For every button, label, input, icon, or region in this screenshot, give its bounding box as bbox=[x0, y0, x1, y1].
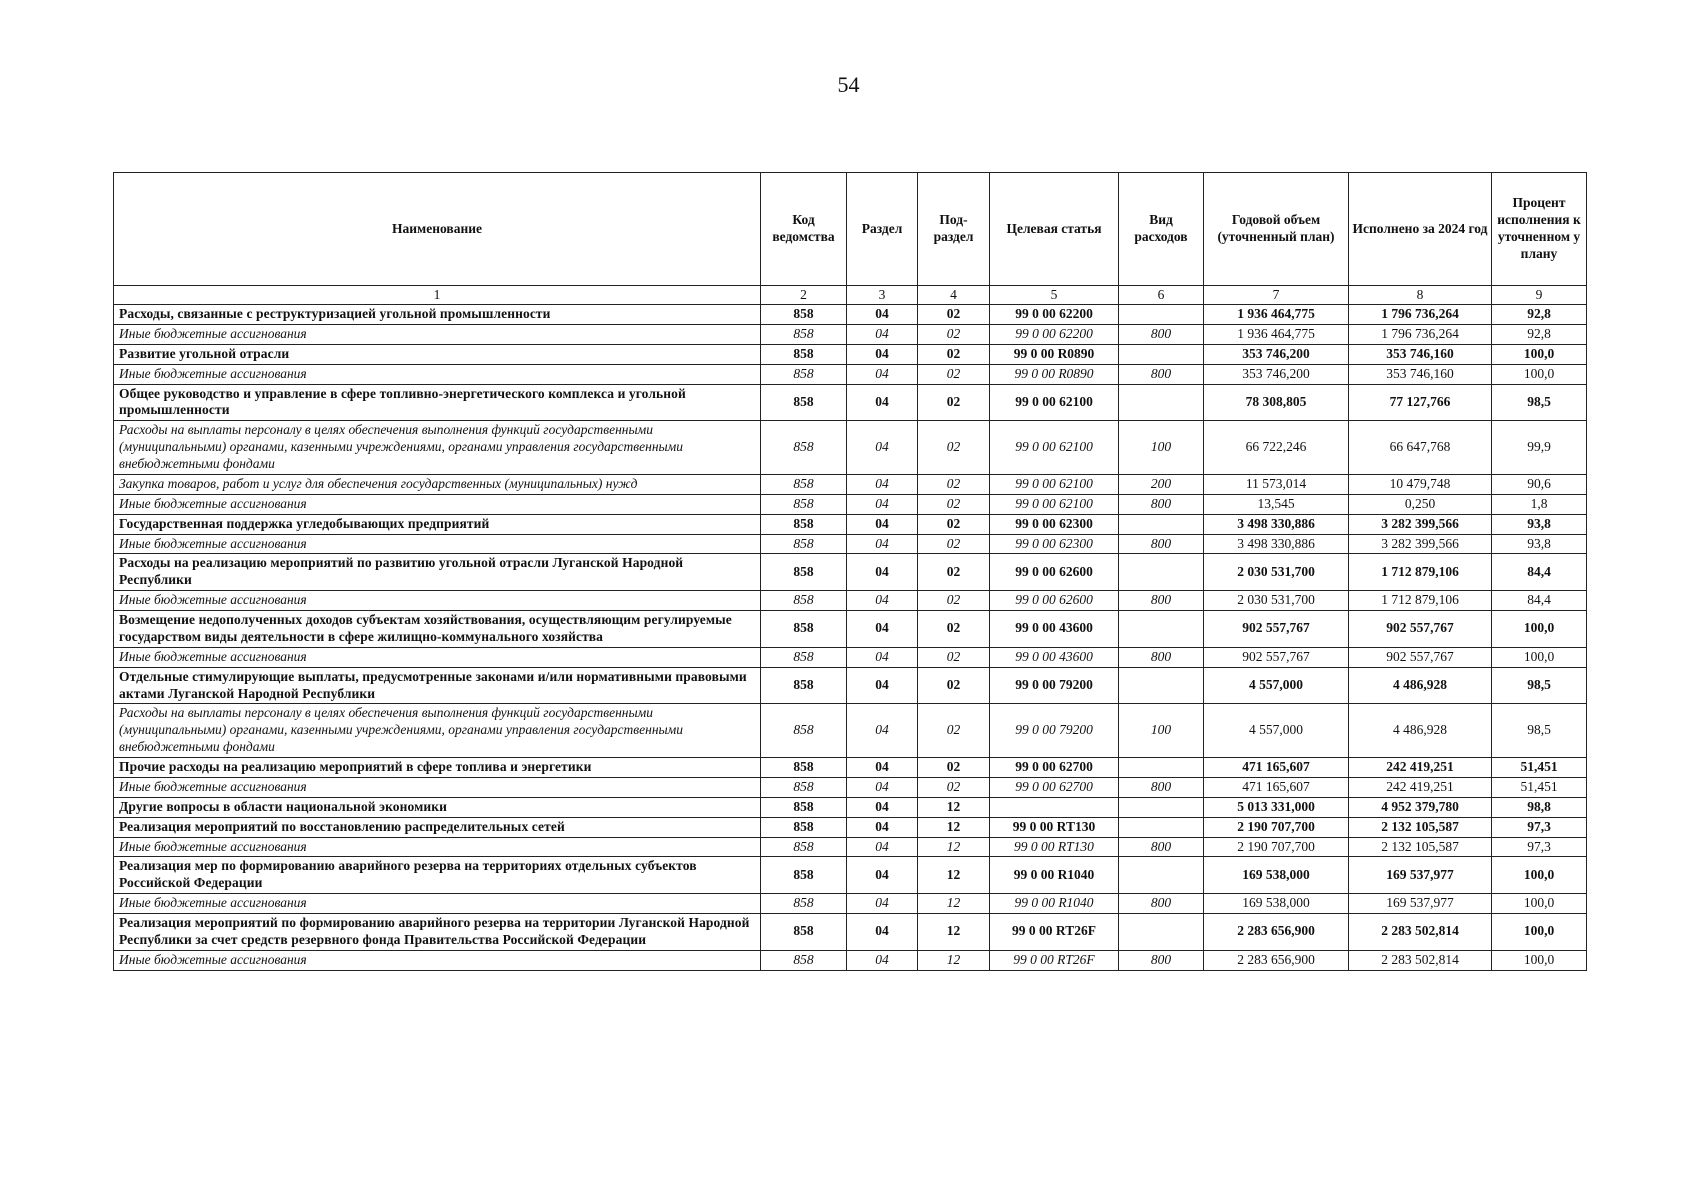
cell-subsection: 02 bbox=[918, 777, 990, 797]
cell-target: 99 0 00 62300 bbox=[990, 514, 1119, 534]
cell-plan: 3 498 330,886 bbox=[1204, 534, 1349, 554]
cell-percent: 93,8 bbox=[1492, 534, 1587, 554]
column-number: 7 bbox=[1204, 286, 1349, 305]
cell-executed: 353 746,160 bbox=[1349, 364, 1492, 384]
cell-name: Иные бюджетные ассигнования bbox=[114, 950, 761, 970]
cell-plan: 2 030 531,700 bbox=[1204, 591, 1349, 611]
cell-section: 04 bbox=[847, 667, 918, 704]
cell-target: 99 0 00 62100 bbox=[990, 474, 1119, 494]
cell-executed: 2 283 502,814 bbox=[1349, 914, 1492, 951]
cell-section: 04 bbox=[847, 857, 918, 894]
cell-executed: 2 132 105,587 bbox=[1349, 817, 1492, 837]
cell-name: Закупка товаров, работ и услуг для обеспечения государственных (муниципальных) нужд bbox=[114, 474, 761, 494]
cell-name: Иные бюджетные ассигнования bbox=[114, 591, 761, 611]
column-number: 9 bbox=[1492, 286, 1587, 305]
cell-plan: 169 538,000 bbox=[1204, 894, 1349, 914]
cell-name: Другие вопросы в области национальной экономики bbox=[114, 797, 761, 817]
cell-percent: 98,8 bbox=[1492, 797, 1587, 817]
table-row bbox=[114, 384, 1587, 421]
cell-subsection: 12 bbox=[918, 914, 990, 951]
cell-code: 858 bbox=[761, 514, 847, 534]
cell-executed: 3 282 399,566 bbox=[1349, 534, 1492, 554]
cell-section: 04 bbox=[847, 797, 918, 817]
cell-percent: 98,5 bbox=[1492, 704, 1587, 758]
column-number: 8 bbox=[1349, 286, 1492, 305]
cell-target: 99 0 00 62200 bbox=[990, 324, 1119, 344]
header-code: Код ведомства bbox=[761, 173, 847, 286]
cell-target: 99 0 00 RT130 bbox=[990, 817, 1119, 837]
cell-percent: 92,8 bbox=[1492, 305, 1587, 325]
cell-target: 99 0 00 43600 bbox=[990, 611, 1119, 648]
table-body bbox=[114, 305, 1587, 971]
cell-code: 858 bbox=[761, 474, 847, 494]
cell-plan: 5 013 331,000 bbox=[1204, 797, 1349, 817]
column-number: 1 bbox=[114, 286, 761, 305]
cell-plan: 902 557,767 bbox=[1204, 647, 1349, 667]
table-row bbox=[114, 817, 1587, 837]
cell-plan: 2 030 531,700 bbox=[1204, 554, 1349, 591]
cell-section: 04 bbox=[847, 474, 918, 494]
cell-plan: 1 936 464,775 bbox=[1204, 305, 1349, 325]
cell-percent: 100,0 bbox=[1492, 344, 1587, 364]
cell-code: 858 bbox=[761, 305, 847, 325]
cell-target: 99 0 00 79200 bbox=[990, 704, 1119, 758]
cell-target: 99 0 00 62100 bbox=[990, 494, 1119, 514]
cell-executed: 1 712 879,106 bbox=[1349, 554, 1492, 591]
cell-exp-type bbox=[1119, 817, 1204, 837]
cell-plan: 4 557,000 bbox=[1204, 667, 1349, 704]
cell-section: 04 bbox=[847, 384, 918, 421]
cell-name: Расходы на выплаты персоналу в целях обеспечения выполнения функций государственными (муниципальными) органами, казенными учреждениями, органами управления государственными внебюджетными фондами bbox=[114, 704, 761, 758]
header-target: Целевая статья bbox=[990, 173, 1119, 286]
cell-target: 99 0 00 62300 bbox=[990, 534, 1119, 554]
cell-executed: 3 282 399,566 bbox=[1349, 514, 1492, 534]
cell-percent: 100,0 bbox=[1492, 647, 1587, 667]
cell-section: 04 bbox=[847, 324, 918, 344]
header-executed: Исполнено за 2024 год bbox=[1349, 173, 1492, 286]
cell-name: Развитие угольной отрасли bbox=[114, 344, 761, 364]
header-plan: Годовой объем (уточненный план) bbox=[1204, 173, 1349, 286]
cell-exp-type: 800 bbox=[1119, 534, 1204, 554]
table-row bbox=[114, 474, 1587, 494]
cell-exp-type: 800 bbox=[1119, 777, 1204, 797]
cell-exp-type bbox=[1119, 914, 1204, 951]
cell-exp-type bbox=[1119, 305, 1204, 325]
cell-executed: 2 132 105,587 bbox=[1349, 837, 1492, 857]
cell-plan: 353 746,200 bbox=[1204, 344, 1349, 364]
cell-section: 04 bbox=[847, 305, 918, 325]
cell-exp-type: 800 bbox=[1119, 894, 1204, 914]
header-name: Наименование bbox=[114, 173, 761, 286]
cell-name: Иные бюджетные ассигнования bbox=[114, 837, 761, 857]
table-row bbox=[114, 667, 1587, 704]
cell-subsection: 02 bbox=[918, 494, 990, 514]
cell-percent: 100,0 bbox=[1492, 950, 1587, 970]
cell-subsection: 12 bbox=[918, 894, 990, 914]
table-row bbox=[114, 647, 1587, 667]
cell-exp-type bbox=[1119, 797, 1204, 817]
cell-subsection: 02 bbox=[918, 364, 990, 384]
header-row bbox=[114, 173, 1587, 286]
cell-subsection: 02 bbox=[918, 591, 990, 611]
cell-code: 858 bbox=[761, 837, 847, 857]
cell-subsection: 12 bbox=[918, 797, 990, 817]
cell-section: 04 bbox=[847, 894, 918, 914]
cell-name: Реализация мероприятий по восстановлению распределительных сетей bbox=[114, 817, 761, 837]
cell-percent: 51,451 bbox=[1492, 777, 1587, 797]
cell-subsection: 12 bbox=[918, 817, 990, 837]
cell-subsection: 02 bbox=[918, 384, 990, 421]
cell-plan: 2 283 656,900 bbox=[1204, 950, 1349, 970]
cell-plan: 2 190 707,700 bbox=[1204, 837, 1349, 857]
cell-target: 99 0 00 62100 bbox=[990, 421, 1119, 475]
cell-percent: 98,5 bbox=[1492, 384, 1587, 421]
cell-section: 04 bbox=[847, 704, 918, 758]
table-row bbox=[114, 950, 1587, 970]
cell-name: Реализация мероприятий по формированию аварийного резерва на территории Луганской Народной Республики за счет средств резервного фонда Правительства Российской Федерации bbox=[114, 914, 761, 951]
cell-exp-type: 800 bbox=[1119, 950, 1204, 970]
cell-section: 04 bbox=[847, 950, 918, 970]
cell-code: 858 bbox=[761, 758, 847, 778]
cell-subsection: 02 bbox=[918, 344, 990, 364]
cell-executed: 902 557,767 bbox=[1349, 647, 1492, 667]
cell-executed: 77 127,766 bbox=[1349, 384, 1492, 421]
cell-target: 99 0 00 62600 bbox=[990, 591, 1119, 611]
table-row bbox=[114, 494, 1587, 514]
cell-subsection: 02 bbox=[918, 305, 990, 325]
cell-section: 04 bbox=[847, 554, 918, 591]
table-row bbox=[114, 894, 1587, 914]
cell-plan: 353 746,200 bbox=[1204, 364, 1349, 384]
cell-subsection: 02 bbox=[918, 758, 990, 778]
cell-section: 04 bbox=[847, 591, 918, 611]
cell-exp-type: 100 bbox=[1119, 421, 1204, 475]
cell-section: 04 bbox=[847, 758, 918, 778]
table-row bbox=[114, 344, 1587, 364]
cell-percent: 84,4 bbox=[1492, 554, 1587, 591]
cell-code: 858 bbox=[761, 344, 847, 364]
table-row bbox=[114, 305, 1587, 325]
cell-percent: 100,0 bbox=[1492, 894, 1587, 914]
cell-name: Иные бюджетные ассигнования bbox=[114, 647, 761, 667]
cell-subsection: 02 bbox=[918, 554, 990, 591]
cell-exp-type: 800 bbox=[1119, 837, 1204, 857]
cell-name: Иные бюджетные ассигнования bbox=[114, 894, 761, 914]
cell-section: 04 bbox=[847, 344, 918, 364]
header-percent: Процент исполнения к уточненном у плану bbox=[1492, 173, 1587, 286]
cell-target: 99 0 00 62100 bbox=[990, 384, 1119, 421]
cell-percent: 98,5 bbox=[1492, 667, 1587, 704]
cell-code: 858 bbox=[761, 914, 847, 951]
cell-section: 04 bbox=[847, 914, 918, 951]
cell-subsection: 02 bbox=[918, 667, 990, 704]
cell-name: Иные бюджетные ассигнования bbox=[114, 777, 761, 797]
cell-code: 858 bbox=[761, 494, 847, 514]
cell-executed: 1 796 736,264 bbox=[1349, 324, 1492, 344]
cell-percent: 99,9 bbox=[1492, 421, 1587, 475]
cell-subsection: 12 bbox=[918, 857, 990, 894]
cell-name: Иные бюджетные ассигнования bbox=[114, 534, 761, 554]
column-number: 6 bbox=[1119, 286, 1204, 305]
cell-section: 04 bbox=[847, 494, 918, 514]
cell-code: 858 bbox=[761, 611, 847, 648]
cell-exp-type bbox=[1119, 554, 1204, 591]
column-number: 3 bbox=[847, 286, 918, 305]
cell-executed: 242 419,251 bbox=[1349, 758, 1492, 778]
cell-exp-type bbox=[1119, 667, 1204, 704]
cell-section: 04 bbox=[847, 534, 918, 554]
cell-code: 858 bbox=[761, 797, 847, 817]
table-row bbox=[114, 777, 1587, 797]
cell-target: 99 0 00 RT26F bbox=[990, 914, 1119, 951]
table-row bbox=[114, 421, 1587, 475]
cell-name: Расходы на реализацию мероприятий по развитию угольной отрасли Луганской Народной Республики bbox=[114, 554, 761, 591]
cell-percent: 90,6 bbox=[1492, 474, 1587, 494]
cell-subsection: 02 bbox=[918, 421, 990, 475]
cell-name: Общее руководство и управление в сфере топливно-энергетического комплекса и угольной промышленности bbox=[114, 384, 761, 421]
cell-exp-type bbox=[1119, 384, 1204, 421]
cell-executed: 4 486,928 bbox=[1349, 667, 1492, 704]
budget-table bbox=[113, 172, 1587, 971]
cell-section: 04 bbox=[847, 817, 918, 837]
cell-subsection: 02 bbox=[918, 704, 990, 758]
cell-target: 99 0 00 RT130 bbox=[990, 837, 1119, 857]
cell-exp-type: 100 bbox=[1119, 704, 1204, 758]
table-row bbox=[114, 324, 1587, 344]
cell-section: 04 bbox=[847, 364, 918, 384]
cell-section: 04 bbox=[847, 647, 918, 667]
cell-subsection: 02 bbox=[918, 534, 990, 554]
cell-exp-type: 800 bbox=[1119, 364, 1204, 384]
cell-target: 99 0 00 79200 bbox=[990, 667, 1119, 704]
cell-plan: 471 165,607 bbox=[1204, 777, 1349, 797]
cell-exp-type: 200 bbox=[1119, 474, 1204, 494]
table-row bbox=[114, 364, 1587, 384]
cell-name: Иные бюджетные ассигнования bbox=[114, 494, 761, 514]
cell-executed: 4 486,928 bbox=[1349, 704, 1492, 758]
cell-percent: 100,0 bbox=[1492, 364, 1587, 384]
cell-percent: 51,451 bbox=[1492, 758, 1587, 778]
cell-exp-type: 800 bbox=[1119, 494, 1204, 514]
column-number: 4 bbox=[918, 286, 990, 305]
cell-name: Расходы, связанные с реструктуризацией угольной промышленности bbox=[114, 305, 761, 325]
header-subsection: Под-раздел bbox=[918, 173, 990, 286]
cell-executed: 353 746,160 bbox=[1349, 344, 1492, 364]
cell-section: 04 bbox=[847, 611, 918, 648]
cell-subsection: 02 bbox=[918, 647, 990, 667]
cell-percent: 100,0 bbox=[1492, 914, 1587, 951]
table-row bbox=[114, 554, 1587, 591]
cell-code: 858 bbox=[761, 667, 847, 704]
cell-name: Иные бюджетные ассигнования bbox=[114, 324, 761, 344]
cell-code: 858 bbox=[761, 647, 847, 667]
cell-plan: 4 557,000 bbox=[1204, 704, 1349, 758]
table-row bbox=[114, 914, 1587, 951]
cell-target: 99 0 00 R0890 bbox=[990, 364, 1119, 384]
cell-section: 04 bbox=[847, 421, 918, 475]
cell-exp-type: 800 bbox=[1119, 647, 1204, 667]
cell-target: 99 0 00 R1040 bbox=[990, 894, 1119, 914]
cell-subsection: 02 bbox=[918, 514, 990, 534]
cell-subsection: 12 bbox=[918, 837, 990, 857]
cell-plan: 11 573,014 bbox=[1204, 474, 1349, 494]
column-number-row bbox=[114, 286, 1587, 305]
cell-exp-type: 800 bbox=[1119, 591, 1204, 611]
cell-subsection: 12 bbox=[918, 950, 990, 970]
header-section: Раздел bbox=[847, 173, 918, 286]
cell-code: 858 bbox=[761, 364, 847, 384]
cell-executed: 169 537,977 bbox=[1349, 894, 1492, 914]
cell-plan: 13,545 bbox=[1204, 494, 1349, 514]
cell-target: 99 0 00 R0890 bbox=[990, 344, 1119, 364]
cell-percent: 93,8 bbox=[1492, 514, 1587, 534]
cell-percent: 100,0 bbox=[1492, 857, 1587, 894]
cell-name: Прочие расходы на реализацию мероприятий в сфере топлива и энергетики bbox=[114, 758, 761, 778]
cell-target: 99 0 00 62600 bbox=[990, 554, 1119, 591]
cell-section: 04 bbox=[847, 837, 918, 857]
cell-code: 858 bbox=[761, 777, 847, 797]
cell-exp-type: 800 bbox=[1119, 324, 1204, 344]
header-exp-type: Вид расходов bbox=[1119, 173, 1204, 286]
table-row bbox=[114, 591, 1587, 611]
table-row bbox=[114, 611, 1587, 648]
cell-executed: 1 712 879,106 bbox=[1349, 591, 1492, 611]
cell-subsection: 02 bbox=[918, 611, 990, 648]
column-number: 5 bbox=[990, 286, 1119, 305]
table-row bbox=[114, 514, 1587, 534]
cell-percent: 97,3 bbox=[1492, 837, 1587, 857]
cell-subsection: 02 bbox=[918, 474, 990, 494]
table-row bbox=[114, 534, 1587, 554]
cell-plan: 471 165,607 bbox=[1204, 758, 1349, 778]
cell-target: 99 0 00 R1040 bbox=[990, 857, 1119, 894]
cell-percent: 100,0 bbox=[1492, 611, 1587, 648]
cell-code: 858 bbox=[761, 421, 847, 475]
cell-name: Государственная поддержка угледобывающих предприятий bbox=[114, 514, 761, 534]
cell-code: 858 bbox=[761, 857, 847, 894]
cell-section: 04 bbox=[847, 514, 918, 534]
cell-target: 99 0 00 43600 bbox=[990, 647, 1119, 667]
cell-plan: 902 557,767 bbox=[1204, 611, 1349, 648]
cell-executed: 2 283 502,814 bbox=[1349, 950, 1492, 970]
cell-section: 04 bbox=[847, 777, 918, 797]
cell-subsection: 02 bbox=[918, 324, 990, 344]
cell-plan: 78 308,805 bbox=[1204, 384, 1349, 421]
cell-name: Иные бюджетные ассигнования bbox=[114, 364, 761, 384]
cell-exp-type bbox=[1119, 344, 1204, 364]
table-row bbox=[114, 758, 1587, 778]
cell-plan: 2 283 656,900 bbox=[1204, 914, 1349, 951]
cell-executed: 902 557,767 bbox=[1349, 611, 1492, 648]
cell-executed: 66 647,768 bbox=[1349, 421, 1492, 475]
cell-code: 858 bbox=[761, 324, 847, 344]
cell-executed: 1 796 736,264 bbox=[1349, 305, 1492, 325]
table-row bbox=[114, 857, 1587, 894]
cell-exp-type bbox=[1119, 857, 1204, 894]
cell-code: 858 bbox=[761, 534, 847, 554]
cell-plan: 66 722,246 bbox=[1204, 421, 1349, 475]
cell-code: 858 bbox=[761, 950, 847, 970]
cell-executed: 4 952 379,780 bbox=[1349, 797, 1492, 817]
cell-target: 99 0 00 62200 bbox=[990, 305, 1119, 325]
cell-executed: 10 479,748 bbox=[1349, 474, 1492, 494]
cell-target: 99 0 00 62700 bbox=[990, 777, 1119, 797]
cell-executed: 242 419,251 bbox=[1349, 777, 1492, 797]
cell-plan: 1 936 464,775 bbox=[1204, 324, 1349, 344]
cell-target: 99 0 00 RT26F bbox=[990, 950, 1119, 970]
cell-target bbox=[990, 797, 1119, 817]
cell-plan: 2 190 707,700 bbox=[1204, 817, 1349, 837]
cell-name: Возмещение недополученных доходов субъектам хозяйствования, осуществляющим регулируемые государством виды деятельности в сфере жилищно-коммунального хозяйства bbox=[114, 611, 761, 648]
table-row bbox=[114, 704, 1587, 758]
cell-percent: 92,8 bbox=[1492, 324, 1587, 344]
cell-code: 858 bbox=[761, 817, 847, 837]
cell-plan: 169 538,000 bbox=[1204, 857, 1349, 894]
page-number: 54 bbox=[837, 72, 860, 97]
cell-target: 99 0 00 62700 bbox=[990, 758, 1119, 778]
cell-executed: 169 537,977 bbox=[1349, 857, 1492, 894]
cell-plan: 3 498 330,886 bbox=[1204, 514, 1349, 534]
cell-code: 858 bbox=[761, 554, 847, 591]
cell-code: 858 bbox=[761, 591, 847, 611]
cell-exp-type bbox=[1119, 514, 1204, 534]
cell-code: 858 bbox=[761, 384, 847, 421]
cell-code: 858 bbox=[761, 894, 847, 914]
table-row bbox=[114, 797, 1587, 817]
cell-name: Расходы на выплаты персоналу в целях обеспечения выполнения функций государственными (муниципальными) органами, казенными учреждениями, органами управления государственными внебюджетными фондами bbox=[114, 421, 761, 475]
cell-code: 858 bbox=[761, 704, 847, 758]
cell-executed: 0,250 bbox=[1349, 494, 1492, 514]
cell-exp-type bbox=[1119, 758, 1204, 778]
cell-percent: 84,4 bbox=[1492, 591, 1587, 611]
table-row bbox=[114, 837, 1587, 857]
cell-name: Отдельные стимулирующие выплаты, предусмотренные законами и/или нормативными правовыми актами Луганской Народной Республики bbox=[114, 667, 761, 704]
cell-percent: 97,3 bbox=[1492, 817, 1587, 837]
cell-name: Реализация мер по формированию аварийного резерва на территориях отдельных субъектов Российской Федерации bbox=[114, 857, 761, 894]
column-number: 2 bbox=[761, 286, 847, 305]
cell-exp-type bbox=[1119, 611, 1204, 648]
cell-percent: 1,8 bbox=[1492, 494, 1587, 514]
